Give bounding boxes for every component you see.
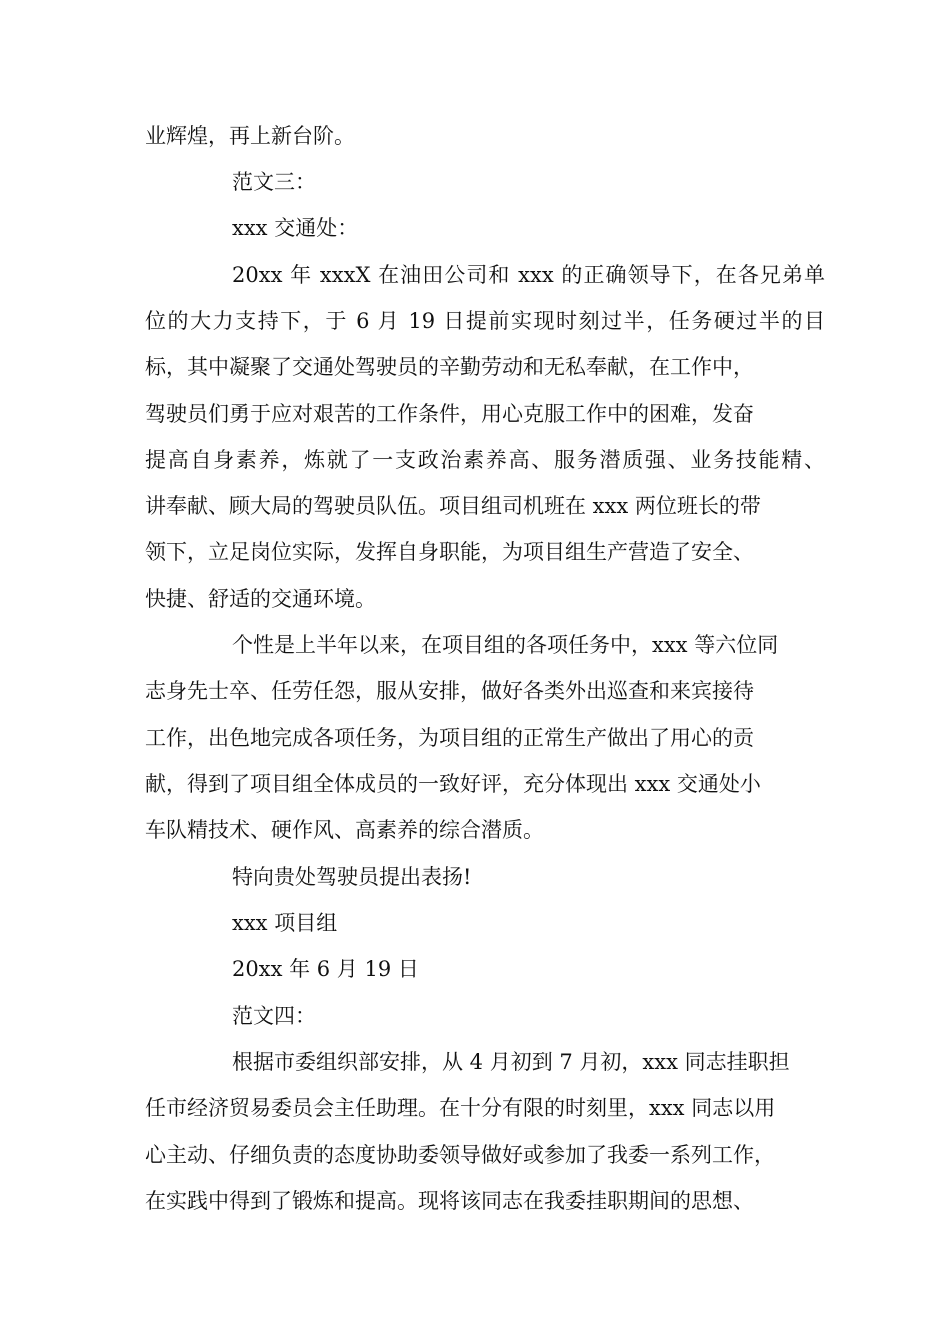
signature: xxx 项目组 — [232, 911, 338, 935]
paragraph-line: 工作，出色地完成各项任务，为项目组的正常生产做出了用心的贡 — [145, 726, 754, 750]
paragraph-line: 提高自身素养，炼就了一支政治素养高、服务潜质强、业务技能精、 — [145, 448, 825, 472]
paragraph-line: 个性是上半年以来，在项目组的各项任务中，xxx 等六位同 — [232, 633, 779, 657]
paragraph-line: 根据市委组织部安排，从 4 月初到 7 月初，xxx 同志挂职担 — [232, 1050, 790, 1074]
closing-line: 特向贵处驾驶员提出表扬! — [232, 865, 472, 889]
paragraph-line: 快捷、舒适的交通环境。 — [145, 587, 376, 611]
paragraph-line: 驾驶员们勇于应对艰苦的工作条件，用心克服工作中的困难，发奋 — [145, 402, 754, 426]
paragraph-line: 领下，立足岗位实际，发挥自身职能，为项目组生产营造了安全、 — [145, 540, 754, 564]
paragraph-line: 位的大力支持下，于 6 月 19 日提前实现时刻过半，任务硬过半的目 — [145, 309, 825, 333]
paragraph-line: 志身先士卒、任劳任怨，服从安排，做好各类外出巡查和来宾接待 — [145, 679, 754, 703]
paragraph-line: 讲奉献、顾大局的驾驶员队伍。项目组司机班在 xxx 两位班长的带 — [145, 494, 761, 518]
paragraph-line: 车队精技术、硬作风、高素养的综合潜质。 — [145, 818, 544, 842]
date: 20xx 年 6 月 19 日 — [232, 957, 419, 981]
paragraph-line: 任市经济贸易委员会主任助理。在十分有限的时刻里，xxx 同志以用 — [145, 1096, 776, 1120]
text-line: 业辉煌，再上新台阶。 — [145, 124, 355, 148]
paragraph-line: 标，其中凝聚了交通处驾驶员的辛勤劳动和无私奉献，在工作中， — [145, 355, 754, 379]
paragraph-line: 献，得到了项目组全体成员的一致好评，充分体现出 xxx 交通处小 — [145, 772, 761, 796]
section-heading: 范文四： — [232, 1004, 316, 1028]
salutation: xxx 交通处： — [232, 216, 359, 240]
paragraph-line: 在实践中得到了锻炼和提高。现将该同志在我委挂职期间的思想、 — [145, 1189, 754, 1213]
section-heading: 范文三： — [232, 170, 316, 194]
paragraph-line: 心主动、仔细负责的态度协助委领导做好或参加了我委一系列工作， — [145, 1143, 775, 1167]
paragraph-line: 20xx 年 xxxX 在油田公司和 xxx 的正确领导下，在各兄弟单 — [232, 263, 825, 287]
